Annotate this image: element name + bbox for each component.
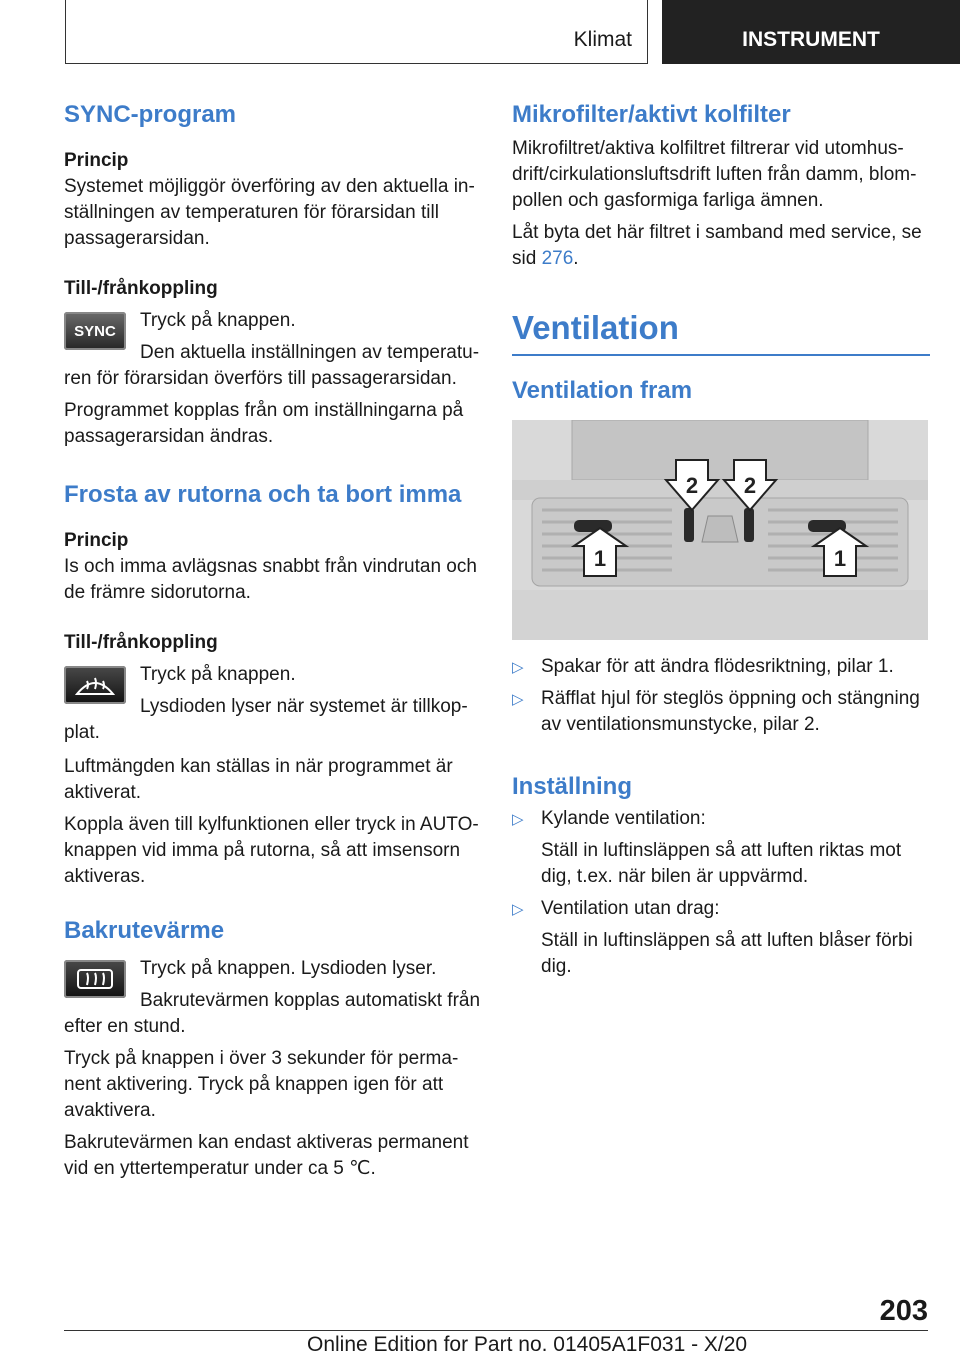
setting-item-detail: Ställ in luftinsläppen så att luften riktas mot dig, t.ex. när bilen är uppvärmd.: [541, 840, 902, 887]
rear-instructions: [64, 956, 482, 1040]
rear-press-text: Tryck på knappen. Lysdioden lyser.: [140, 958, 437, 979]
setting-item: [512, 896, 930, 980]
sync-onoff-heading: Till-/frånkoppling: [64, 278, 218, 299]
page-number: 203: [879, 1295, 928, 1327]
setting-title: Inställning: [512, 773, 632, 800]
defrost-led-text: Lysdioden lyser när systemet är tillkopplat.: [64, 696, 468, 743]
footer-edition: Online Edition for Part no. 01405A1F031 - X/20: [307, 1333, 748, 1356]
triangle-bullet-icon: ▷: [512, 901, 524, 918]
setting-item-label: Kylande ventilation:: [541, 808, 706, 829]
header-frame: [65, 0, 648, 64]
sync-press-text: Tryck på knappen.: [140, 310, 296, 331]
triangle-bullet-icon: ▷: [512, 659, 524, 676]
sync-instructions: [64, 308, 482, 392]
triangle-bullet-icon: ▷: [512, 811, 524, 828]
header-chapter-tab: INSTRUMENT: [662, 0, 960, 64]
ventilation-bullets: [512, 654, 930, 738]
arrow-2-right-label: 2: [743, 473, 757, 498]
setting-list: [512, 806, 930, 980]
rear-auto-text: Bakrutevärmen kopplas automatiskt från efter en stund.: [64, 990, 481, 1037]
footer-divider: [64, 1330, 928, 1331]
sync-button-icon: SYNC: [64, 312, 126, 350]
rear-heating-title: Bakrutevärme: [64, 917, 225, 944]
defrost-title: Frosta av rutorna och ta bort imma: [64, 481, 462, 508]
arrow-1-left-label: 1: [593, 546, 607, 571]
triangle-bullet-icon: ▷: [512, 691, 524, 708]
right-column: [512, 100, 930, 980]
defrost-principle-text: Is och imma avlägsnas snabbt från vindrutan och de främre sidorutorna.: [64, 556, 477, 603]
filter-title: Mikrofilter/aktivt kolfilter: [512, 101, 791, 128]
defrost-press-text: Tryck på knappen.: [140, 664, 296, 685]
filter-service-page-link[interactable]: 276: [541, 248, 574, 269]
sync-desc-text: Den aktuella inställningen av temperaturen för förarsidan överförs till passagerarsidan.: [64, 342, 480, 389]
setting-item-label: Ventilation utan drag:: [541, 898, 720, 919]
defrost-air-text: Luftmängden kan ställas in när programmet är aktiverat.: [64, 756, 453, 803]
arrow-2-left-label: 2: [685, 473, 699, 498]
defrost-principle-heading: Princip: [64, 530, 129, 551]
defrost-instructions: [64, 662, 482, 746]
arrow-1-right-label: 1: [833, 546, 847, 571]
setting-item: [512, 806, 930, 890]
ventilation-front-title: Ventilation fram: [512, 377, 693, 404]
rear-window-heating-icon: [64, 960, 126, 998]
windshield-defrost-icon: [64, 666, 126, 704]
ventilation-bullet-text: Spakar för att ändra flödesriktning, pilar 1.: [541, 656, 894, 677]
header-section-title: Klimat: [573, 28, 632, 51]
ventilation-bullet: [512, 686, 930, 738]
defrost-onoff-heading: Till-/frånkoppling: [64, 632, 218, 653]
sync-principle-heading: Princip: [64, 150, 129, 171]
filter-service-label: Låt byta det här filtret i samband med service, se sid: [512, 222, 922, 269]
ventilation-front-illustration: [512, 420, 928, 640]
ventilation-title: Ventilation: [512, 309, 679, 346]
sync-off-text: Programmet kopplas från om inställningarna på passagerarsidan ändras.: [64, 400, 464, 447]
rear-temp-text: Bakrutevärmen kan endast aktiveras permanent vid en yttertemperatur under ca 5 ℃.: [64, 1132, 469, 1179]
left-column: [64, 100, 482, 1182]
filter-service-end: .: [573, 248, 579, 269]
setting-item-detail: Ställ in luftinsläppen så att luften blåser förbi dig.: [541, 930, 913, 977]
filter-service-text: [512, 220, 930, 272]
sync-principle-text: Systemet möjliggör överföring av den aktuella inställningen av temperaturen för förarsidan till passagerarsidan.: [64, 176, 475, 249]
defrost-ac-text: Koppla även till kylfunktionen eller tryck in AUTO-knappen vid imma på rutorna, så att imsensorn aktiveras.: [64, 814, 479, 887]
ventilation-heading-block: [512, 306, 930, 356]
ventilation-bullet-text: Räfflat hjul för steglös öppning och stängning av ventilationsmunstycke, pilar 2.: [541, 688, 920, 735]
rear-perm-text: Tryck på knappen i över 3 sekunder för permanent aktivering. Tryck på knappen igen för att avaktivera.: [64, 1048, 459, 1121]
sync-title: SYNC-program: [64, 101, 237, 128]
ventilation-bullet: [512, 654, 930, 680]
filter-text: Mikrofiltret/aktiva kolfiltret filtrerar vid utomhusdrift/cirkulationsluftsdrift luften från damm, blompollen och gasformiga farliga ämnen.: [512, 138, 917, 211]
